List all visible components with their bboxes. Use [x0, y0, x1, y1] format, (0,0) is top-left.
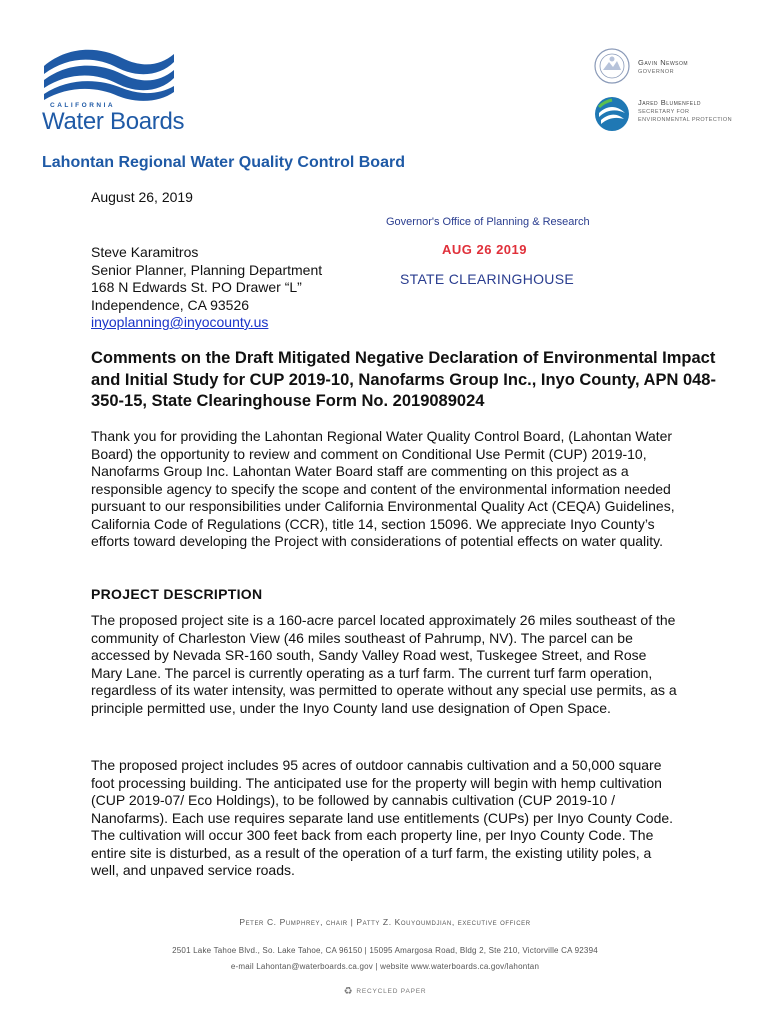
board-name-heading: Lahontan Regional Water Quality Control Board — [42, 154, 405, 171]
secretary-name: Jared Blumenfeld — [638, 98, 702, 107]
letter-date: August 26, 2019 — [91, 189, 193, 205]
recycled-label: RECYCLED PAPER — [356, 988, 427, 995]
recipient-address-line-1: 168 N Edwards St. PO Drawer “L” — [91, 279, 302, 295]
governor-title: GOVERNOR — [638, 69, 675, 75]
subject-heading: Comments on the Draft Mitigated Negative Declaration of Environmental Impact and Initial Study for CUP 2019-10, Nanofarms Group Inc., Inyo County, APN 048-350-15, State Clearinghouse Form No. 2019089024 — [91, 349, 716, 410]
stamp-clearinghouse: STATE CLEARINGHOUSE — [400, 271, 574, 287]
state-seal-icon — [593, 47, 631, 85]
governor-name: Gavin Newsom — [638, 58, 689, 67]
recipient-email-link[interactable]: inyoplanning@inyocounty.us — [91, 314, 269, 330]
footer-address: 2501 Lake Tahoe Blvd., So. Lake Tahoe, CA 96150 | 15095 Amargosa Road, Bldg 2, Ste 210, Victorville CA 92394 — [172, 946, 598, 955]
secretary-title-line-2: ENVIRONMENTAL PROTECTION — [638, 116, 732, 123]
recycle-icon: ♻ — [343, 986, 354, 997]
logo-title: Water Boards — [42, 108, 185, 135]
project-description-heading: PROJECT DESCRIPTION — [91, 586, 263, 602]
recipient-address — [91, 244, 322, 332]
water-waves-icon — [38, 44, 178, 102]
recipient-title: Senior Planner, Planning Department — [91, 261, 323, 278]
secretary-title — [638, 109, 732, 124]
footer-officers: Peter C. Pumphrey, chair | Patty Z. Kouyoumdjian, executive officer — [239, 917, 531, 927]
recipient-name: Steve Karamitros — [91, 244, 199, 260]
recipient-address-line-2: Independence, CA 93526 — [91, 296, 250, 313]
project-paragraph-2: The proposed project includes 95 acres of outdoor cannabis cultivation and a 50,000 square foot processing building. The anticipated use for the property will begin with hemp cultivation (CUP 2019-07/ Eco Holdings), to be followed by cannabis cultivation (CUP 2019-10 / Nanofarms). Each use requires separate land use entitlements (CUPs) per Inyo County Code. The cultivation will occur 300 feet back from each property line, per Inyo County Code. The entire site is disturbed, as a result of the operation of a turf farm, the existing utility poles, a well, and unpaved service roads. — [91, 757, 674, 878]
stamp-date: AUG 26 2019 — [442, 242, 527, 257]
footer-contact: e-mail Lahontan@waterboards.ca.gov | website www.waterboards.ca.gov/lahontan — [230, 962, 540, 971]
calepa-logo-icon — [593, 95, 631, 133]
stamp-office: Governor's Office of Planning & Research — [386, 216, 590, 228]
intro-paragraph: Thank you for providing the Lahontan Regional Water Quality Control Board, (Lahontan Water Board) the opportunity to review and comment on Conditional Use Permit (CUP) 2019-10, Nanofarms Group Inc. Lahontan Water Board staff are commenting on this project as a responsible agency to specify the scope and content of the environmental information needed pursuant to our responsibilities under California Environmental Quality Act (CEQA) Guidelines, California Code of Regulations (CCR), title 14, section 15096. We appreciate Inyo County’s efforts toward developing the Project with considerations of potential effects on water quality. — [91, 428, 675, 549]
logo-state-label: CALIFORNIA — [50, 102, 116, 109]
recycled-paper-note — [0, 986, 770, 997]
project-paragraph-1: The proposed project site is a 160-acre parcel located approximately 26 miles southeast of the community of Charleston View (46 miles southeast of Pahrump, NV). The parcel can be accessed by Nevada SR-160 south, Sandy Valley Road west, Tuskegee Street, and Rose Mary Lane. The parcel is currently operating as a turf farm. The current turf farm operation, regardless of its water intensity, was permitted to operate without any special use permits, as a principle permitted use, under the Inyo County land use designation of Open Space. — [91, 612, 677, 716]
secretary-title-line-1: SECRETARY FOR — [638, 109, 690, 115]
